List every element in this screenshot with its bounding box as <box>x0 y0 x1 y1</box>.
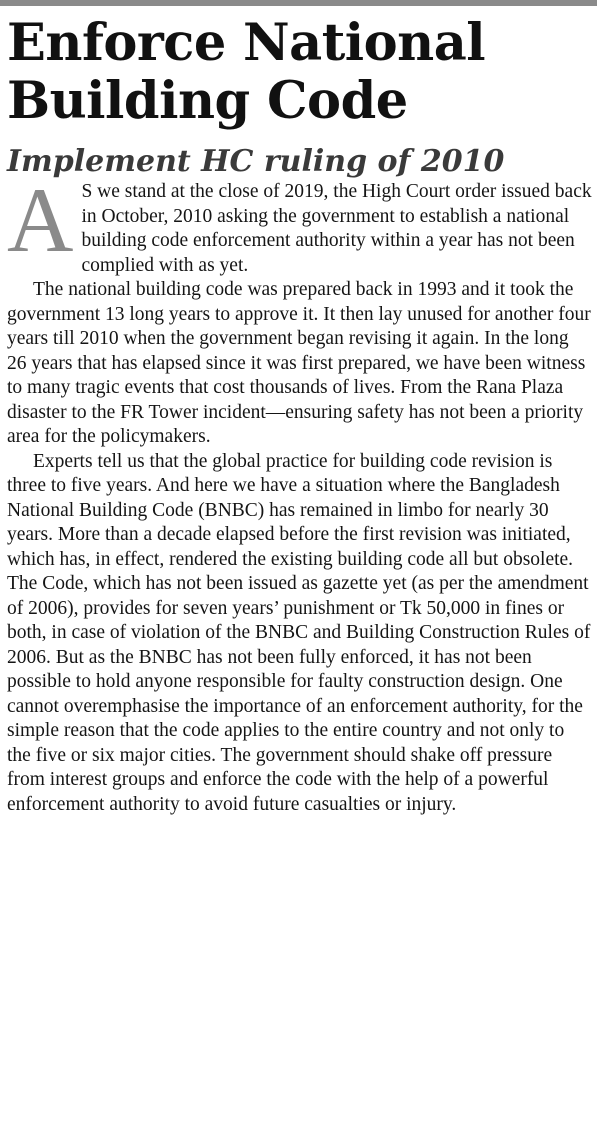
paragraph-2: The national building code was prepared back in 1993 and it took the government 13 long years to approve it. It then lay unused for another four years till 2010 when the government began revising it again. In the long 26 years that has elapsed since it was first prepared, we have been witness to many tragic events that cost thousands of lives. From the Rana Plaza disaster to the FR Tower incident—ensuring safety has not been a priority area for the policymakers. <box>7 279 591 447</box>
headline-line-2: Building Code <box>7 71 408 131</box>
editorial-article <box>7 14 592 817</box>
subheadline: Implement HC ruling of 2010 <box>7 144 505 179</box>
article-body <box>7 169 592 817</box>
headline <box>7 14 592 130</box>
headline-line-1: Enforce National <box>7 13 486 73</box>
paragraph-1 <box>7 169 592 278</box>
top-rule <box>0 0 597 6</box>
drop-cap: A <box>7 169 74 271</box>
paragraph-1-text: S we stand at the close of 2019, the High Court order issued back in October, 2010 asking the government to establish a national building code enforcement authority within a year has not been complied with as yet. <box>81 181 592 276</box>
paragraph-3: Experts tell us that the global practice for building code revision is three to five years. And here we have a situation where the Bangladesh National Building Code (BNBC) has remained in limbo for nearly 30 years. More than a decade elapsed before the first revision was initiated, which has, in effect, rendered the existing building code all but obsolete. The Code, which has not been issued as gazette yet (as per the amendment of 2006), provides for seven years’ punishment or Tk 50,000 in fines or both, in case of violation of the BNBC and Building Construction Rules of 2006. But as the BNBC has not been fully enforced, it has not been possible to hold anyone responsible for faulty construction design. One cannot overemphasise the importance of an enforcement authority, for the simple reason that the code applies to the entire country and not only to the five or six major cities. The government should shake off pressure from interest groups and enforce the code with the help of a powerful enforcement authority to avoid future casualties or injury. <box>7 450 591 815</box>
